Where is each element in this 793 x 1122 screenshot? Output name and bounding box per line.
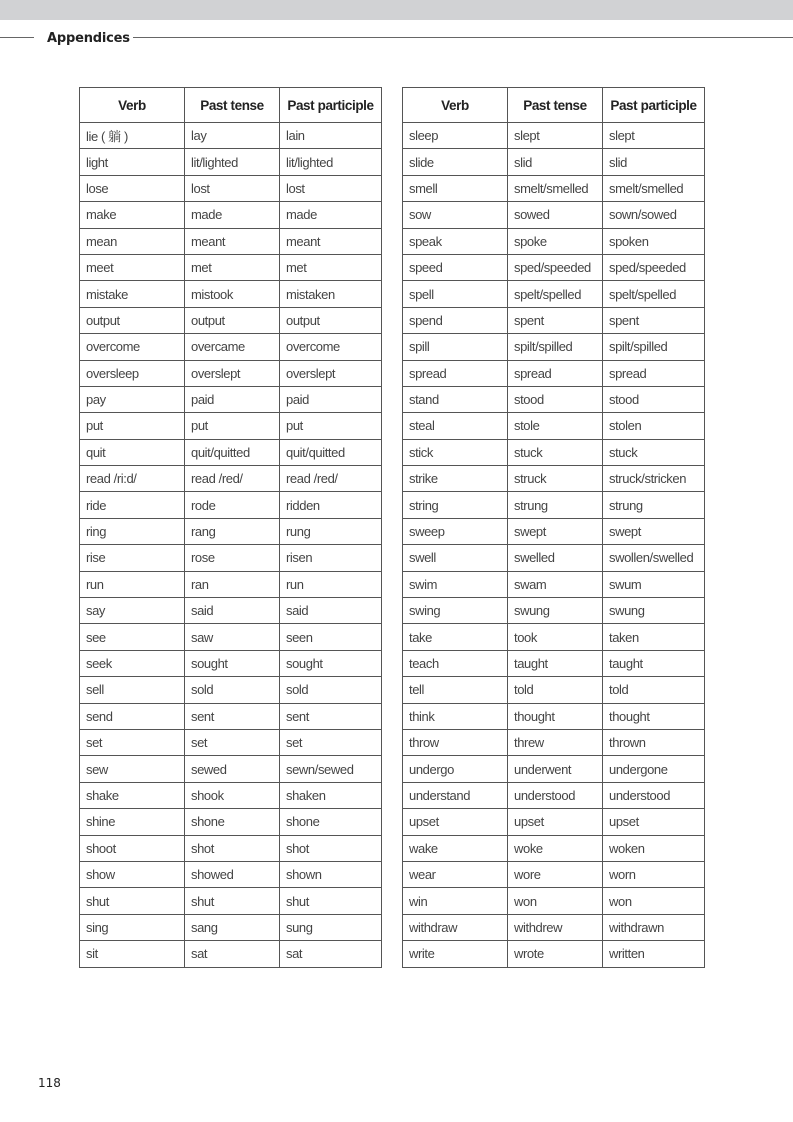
past-tense-cell: ran xyxy=(185,571,280,597)
verb-cell: set xyxy=(80,729,185,755)
past-tense-cell: shone xyxy=(185,809,280,835)
table-row xyxy=(403,492,705,518)
past-participle-cell: lost xyxy=(280,175,382,201)
table-row xyxy=(403,202,705,228)
past-participle-cell: taken xyxy=(603,624,705,650)
table-row xyxy=(80,413,382,439)
past-participle-cell: overcome xyxy=(280,334,382,360)
verb-cell: swim xyxy=(403,571,508,597)
past-tense-cell: sowed xyxy=(508,202,603,228)
verb-cell: read /ri:d/ xyxy=(80,466,185,492)
past-tense-cell: woke xyxy=(508,835,603,861)
table-row xyxy=(403,439,705,465)
past-participle-cell: mistaken xyxy=(280,281,382,307)
verb-cell: teach xyxy=(403,650,508,676)
verb-cell: stand xyxy=(403,386,508,412)
past-tense-cell: slid xyxy=(508,149,603,175)
verb-cell: write xyxy=(403,941,508,967)
past-participle-cell: slept xyxy=(603,123,705,149)
past-tense-cell: spoke xyxy=(508,228,603,254)
past-tense-cell: shut xyxy=(185,888,280,914)
verb-cell: spend xyxy=(403,307,508,333)
past-participle-cell: stuck xyxy=(603,439,705,465)
table-row xyxy=(403,677,705,703)
page-number: 118 xyxy=(38,1076,61,1090)
verb-cell: lose xyxy=(80,175,185,201)
table-row xyxy=(403,413,705,439)
past-participle-cell: withdrawn xyxy=(603,914,705,940)
table-row xyxy=(80,809,382,835)
table-row xyxy=(403,228,705,254)
column-header-past-participle: Past participle xyxy=(603,88,705,123)
past-tense-cell: paid xyxy=(185,386,280,412)
past-participle-cell: put xyxy=(280,413,382,439)
past-tense-cell: rose xyxy=(185,545,280,571)
past-tense-cell: swept xyxy=(508,518,603,544)
verb-cell: overcome xyxy=(80,334,185,360)
table-row xyxy=(80,439,382,465)
past-participle-cell: sped/speeded xyxy=(603,254,705,280)
past-tense-cell: overslept xyxy=(185,360,280,386)
past-tense-cell: strung xyxy=(508,492,603,518)
past-participle-cell: told xyxy=(603,677,705,703)
past-participle-cell: worn xyxy=(603,861,705,887)
past-participle-cell: spilt/spilled xyxy=(603,334,705,360)
table-row xyxy=(80,360,382,386)
past-tense-cell: sang xyxy=(185,914,280,940)
past-tense-cell: met xyxy=(185,254,280,280)
table-row xyxy=(80,149,382,175)
verb-cell: lie ( 躺 ) xyxy=(80,123,185,149)
past-tense-cell: spelt/spelled xyxy=(508,281,603,307)
past-participle-cell: read /red/ xyxy=(280,466,382,492)
column-header-past-tense: Past tense xyxy=(508,88,603,123)
verb-cell: strike xyxy=(403,466,508,492)
past-tense-cell: quit/quitted xyxy=(185,439,280,465)
past-participle-cell: swept xyxy=(603,518,705,544)
verb-cell: show xyxy=(80,861,185,887)
past-tense-cell: took xyxy=(508,624,603,650)
past-tense-cell: smelt/smelled xyxy=(508,175,603,201)
past-tense-cell: sped/speeded xyxy=(508,254,603,280)
verb-cell: sew xyxy=(80,756,185,782)
verb-cell: sow xyxy=(403,202,508,228)
table-row xyxy=(80,386,382,412)
verb-cell: mean xyxy=(80,228,185,254)
past-participle-cell: paid xyxy=(280,386,382,412)
verb-cell: steal xyxy=(403,413,508,439)
verb-cell: sit xyxy=(80,941,185,967)
table-row xyxy=(403,518,705,544)
past-participle-cell: thought xyxy=(603,703,705,729)
table-row xyxy=(403,914,705,940)
verb-cell: undergo xyxy=(403,756,508,782)
past-participle-cell: shone xyxy=(280,809,382,835)
past-tense-cell: swam xyxy=(508,571,603,597)
past-participle-cell: spent xyxy=(603,307,705,333)
table-row xyxy=(80,228,382,254)
past-tense-cell: read /red/ xyxy=(185,466,280,492)
past-participle-cell: seen xyxy=(280,624,382,650)
table-row xyxy=(403,703,705,729)
table-row xyxy=(403,360,705,386)
table-row xyxy=(80,888,382,914)
verb-cell: upset xyxy=(403,809,508,835)
verb-cell: see xyxy=(80,624,185,650)
past-participle-cell: swum xyxy=(603,571,705,597)
past-participle-cell: quit/quitted xyxy=(280,439,382,465)
verb-cell: seek xyxy=(80,650,185,676)
table-row xyxy=(80,729,382,755)
verb-cell: put xyxy=(80,413,185,439)
verb-cell: smell xyxy=(403,175,508,201)
past-tense-cell: rode xyxy=(185,492,280,518)
header-rule-left xyxy=(0,37,34,38)
past-tense-cell: struck xyxy=(508,466,603,492)
past-participle-cell: taught xyxy=(603,650,705,676)
verb-cell: spread xyxy=(403,360,508,386)
past-participle-cell: lain xyxy=(280,123,382,149)
table-row xyxy=(403,307,705,333)
past-participle-cell: sewn/sewed xyxy=(280,756,382,782)
past-tense-cell: saw xyxy=(185,624,280,650)
verb-cell: pay xyxy=(80,386,185,412)
table-row xyxy=(80,624,382,650)
past-participle-cell: woken xyxy=(603,835,705,861)
verb-cell: meet xyxy=(80,254,185,280)
past-tense-cell: shot xyxy=(185,835,280,861)
past-participle-cell: spread xyxy=(603,360,705,386)
past-tense-cell: sewed xyxy=(185,756,280,782)
past-tense-cell: wrote xyxy=(508,941,603,967)
past-participle-cell: written xyxy=(603,941,705,967)
past-tense-cell: sought xyxy=(185,650,280,676)
past-participle-cell: stolen xyxy=(603,413,705,439)
past-tense-cell: told xyxy=(508,677,603,703)
past-participle-cell: understood xyxy=(603,782,705,808)
verb-cell: tell xyxy=(403,677,508,703)
table-row xyxy=(403,123,705,149)
past-tense-cell: lay xyxy=(185,123,280,149)
past-participle-cell: shaken xyxy=(280,782,382,808)
past-tense-cell: stood xyxy=(508,386,603,412)
verb-cell: mistake xyxy=(80,281,185,307)
past-tense-cell: sold xyxy=(185,677,280,703)
past-participle-cell: ridden xyxy=(280,492,382,518)
past-tense-cell: sent xyxy=(185,703,280,729)
verb-cell: shoot xyxy=(80,835,185,861)
table-row xyxy=(403,888,705,914)
past-tense-cell: stole xyxy=(508,413,603,439)
table-row xyxy=(80,598,382,624)
past-participle-cell: set xyxy=(280,729,382,755)
irregular-verbs-table-right xyxy=(402,87,705,968)
verb-cell: throw xyxy=(403,729,508,755)
table-row xyxy=(80,545,382,571)
past-participle-cell: struck/stricken xyxy=(603,466,705,492)
table-row xyxy=(403,598,705,624)
verb-cell: shake xyxy=(80,782,185,808)
past-tense-cell: understood xyxy=(508,782,603,808)
past-participle-cell: strung xyxy=(603,492,705,518)
table-row xyxy=(403,175,705,201)
verb-cell: sleep xyxy=(403,123,508,149)
verb-cell: spill xyxy=(403,334,508,360)
past-participle-cell: sent xyxy=(280,703,382,729)
verb-cell: say xyxy=(80,598,185,624)
table-row xyxy=(80,756,382,782)
past-participle-cell: upset xyxy=(603,809,705,835)
past-participle-cell: sought xyxy=(280,650,382,676)
past-tense-cell: threw xyxy=(508,729,603,755)
past-participle-cell: spelt/spelled xyxy=(603,281,705,307)
past-tense-cell: underwent xyxy=(508,756,603,782)
verb-cell: sing xyxy=(80,914,185,940)
past-tense-cell: stuck xyxy=(508,439,603,465)
table-row xyxy=(80,334,382,360)
past-tense-cell: swelled xyxy=(508,545,603,571)
verb-cell: speak xyxy=(403,228,508,254)
verb-cell: swing xyxy=(403,598,508,624)
verb-cell: win xyxy=(403,888,508,914)
past-tense-cell: lit/lighted xyxy=(185,149,280,175)
table-row xyxy=(403,729,705,755)
past-tense-cell: thought xyxy=(508,703,603,729)
verb-cell: output xyxy=(80,307,185,333)
past-participle-cell: rung xyxy=(280,518,382,544)
past-tense-cell: taught xyxy=(508,650,603,676)
past-tense-cell: spent xyxy=(508,307,603,333)
verb-cell: ring xyxy=(80,518,185,544)
past-participle-cell: undergone xyxy=(603,756,705,782)
verb-cell: oversleep xyxy=(80,360,185,386)
past-participle-cell: sold xyxy=(280,677,382,703)
past-tense-cell: output xyxy=(185,307,280,333)
table-row xyxy=(80,175,382,201)
verb-cell: sell xyxy=(80,677,185,703)
verb-cell: rise xyxy=(80,545,185,571)
verb-cell: light xyxy=(80,149,185,175)
table-row xyxy=(403,386,705,412)
table-row xyxy=(80,571,382,597)
table-row xyxy=(80,782,382,808)
table-row xyxy=(80,703,382,729)
irregular-verbs-table-left xyxy=(79,87,382,968)
verb-cell: quit xyxy=(80,439,185,465)
verb-cell: send xyxy=(80,703,185,729)
table-row xyxy=(403,782,705,808)
table-row xyxy=(80,650,382,676)
verb-cell: spell xyxy=(403,281,508,307)
past-tense-cell: overcame xyxy=(185,334,280,360)
past-participle-cell: output xyxy=(280,307,382,333)
table-header-row xyxy=(403,88,705,123)
past-tense-cell: lost xyxy=(185,175,280,201)
past-participle-cell: overslept xyxy=(280,360,382,386)
past-participle-cell: swollen/swelled xyxy=(603,545,705,571)
past-tense-cell: sat xyxy=(185,941,280,967)
past-tense-cell: showed xyxy=(185,861,280,887)
verb-cell: swell xyxy=(403,545,508,571)
past-participle-cell: shut xyxy=(280,888,382,914)
verb-cell: shut xyxy=(80,888,185,914)
table-row xyxy=(403,545,705,571)
table-row xyxy=(80,307,382,333)
verb-cell: think xyxy=(403,703,508,729)
verb-cell: slide xyxy=(403,149,508,175)
column-header-past-tense: Past tense xyxy=(185,88,280,123)
table-row xyxy=(80,518,382,544)
past-tense-cell: meant xyxy=(185,228,280,254)
past-participle-cell: met xyxy=(280,254,382,280)
past-participle-cell: swung xyxy=(603,598,705,624)
table-row xyxy=(80,281,382,307)
past-tense-cell: made xyxy=(185,202,280,228)
table-row xyxy=(403,334,705,360)
past-participle-cell: spoken xyxy=(603,228,705,254)
verb-cell: wear xyxy=(403,861,508,887)
column-header-past-participle: Past participle xyxy=(280,88,382,123)
past-participle-cell: sung xyxy=(280,914,382,940)
column-header-verb: Verb xyxy=(403,88,508,123)
verb-cell: shine xyxy=(80,809,185,835)
past-tense-cell: upset xyxy=(508,809,603,835)
verb-cell: string xyxy=(403,492,508,518)
past-participle-cell: thrown xyxy=(603,729,705,755)
table-row xyxy=(403,835,705,861)
past-participle-cell: smelt/smelled xyxy=(603,175,705,201)
past-participle-cell: lit/lighted xyxy=(280,149,382,175)
verb-cell: sweep xyxy=(403,518,508,544)
past-participle-cell: won xyxy=(603,888,705,914)
column-header-verb: Verb xyxy=(80,88,185,123)
verb-cell: speed xyxy=(403,254,508,280)
table-row xyxy=(80,835,382,861)
table-row xyxy=(403,861,705,887)
past-tense-cell: won xyxy=(508,888,603,914)
past-tense-cell: withdrew xyxy=(508,914,603,940)
past-participle-cell: said xyxy=(280,598,382,624)
table-row xyxy=(403,809,705,835)
past-participle-cell: slid xyxy=(603,149,705,175)
past-participle-cell: made xyxy=(280,202,382,228)
past-tense-cell: mistook xyxy=(185,281,280,307)
table-row xyxy=(403,571,705,597)
past-tense-cell: swung xyxy=(508,598,603,624)
past-tense-cell: wore xyxy=(508,861,603,887)
verb-cell: ride xyxy=(80,492,185,518)
table-row xyxy=(80,941,382,967)
table-row xyxy=(80,492,382,518)
table-row xyxy=(80,861,382,887)
table-row xyxy=(80,677,382,703)
table-row xyxy=(80,202,382,228)
past-tense-cell: set xyxy=(185,729,280,755)
table-header-row xyxy=(80,88,382,123)
verb-cell: take xyxy=(403,624,508,650)
verb-cell: wake xyxy=(403,835,508,861)
table-row xyxy=(403,941,705,967)
table-row xyxy=(80,254,382,280)
past-participle-cell: shown xyxy=(280,861,382,887)
top-banner xyxy=(0,0,793,20)
table-row xyxy=(80,466,382,492)
past-tense-cell: put xyxy=(185,413,280,439)
past-participle-cell: risen xyxy=(280,545,382,571)
table-row xyxy=(403,281,705,307)
header-rule-right xyxy=(133,37,793,38)
verb-cell: stick xyxy=(403,439,508,465)
table-row xyxy=(403,756,705,782)
past-tense-cell: shook xyxy=(185,782,280,808)
table-row xyxy=(403,254,705,280)
section-title: Appendices xyxy=(47,31,130,46)
table-row xyxy=(80,914,382,940)
verb-cell: withdraw xyxy=(403,914,508,940)
table-row xyxy=(403,149,705,175)
verb-cell: understand xyxy=(403,782,508,808)
table-row xyxy=(403,650,705,676)
past-tense-cell: spread xyxy=(508,360,603,386)
past-participle-cell: sown/sowed xyxy=(603,202,705,228)
table-row xyxy=(403,624,705,650)
verb-cell: make xyxy=(80,202,185,228)
past-tense-cell: slept xyxy=(508,123,603,149)
past-tense-cell: rang xyxy=(185,518,280,544)
past-participle-cell: shot xyxy=(280,835,382,861)
past-tense-cell: said xyxy=(185,598,280,624)
past-participle-cell: meant xyxy=(280,228,382,254)
past-tense-cell: spilt/spilled xyxy=(508,334,603,360)
past-participle-cell: sat xyxy=(280,941,382,967)
past-participle-cell: run xyxy=(280,571,382,597)
table-row xyxy=(403,466,705,492)
past-participle-cell: stood xyxy=(603,386,705,412)
verb-cell: run xyxy=(80,571,185,597)
table-row xyxy=(80,123,382,149)
